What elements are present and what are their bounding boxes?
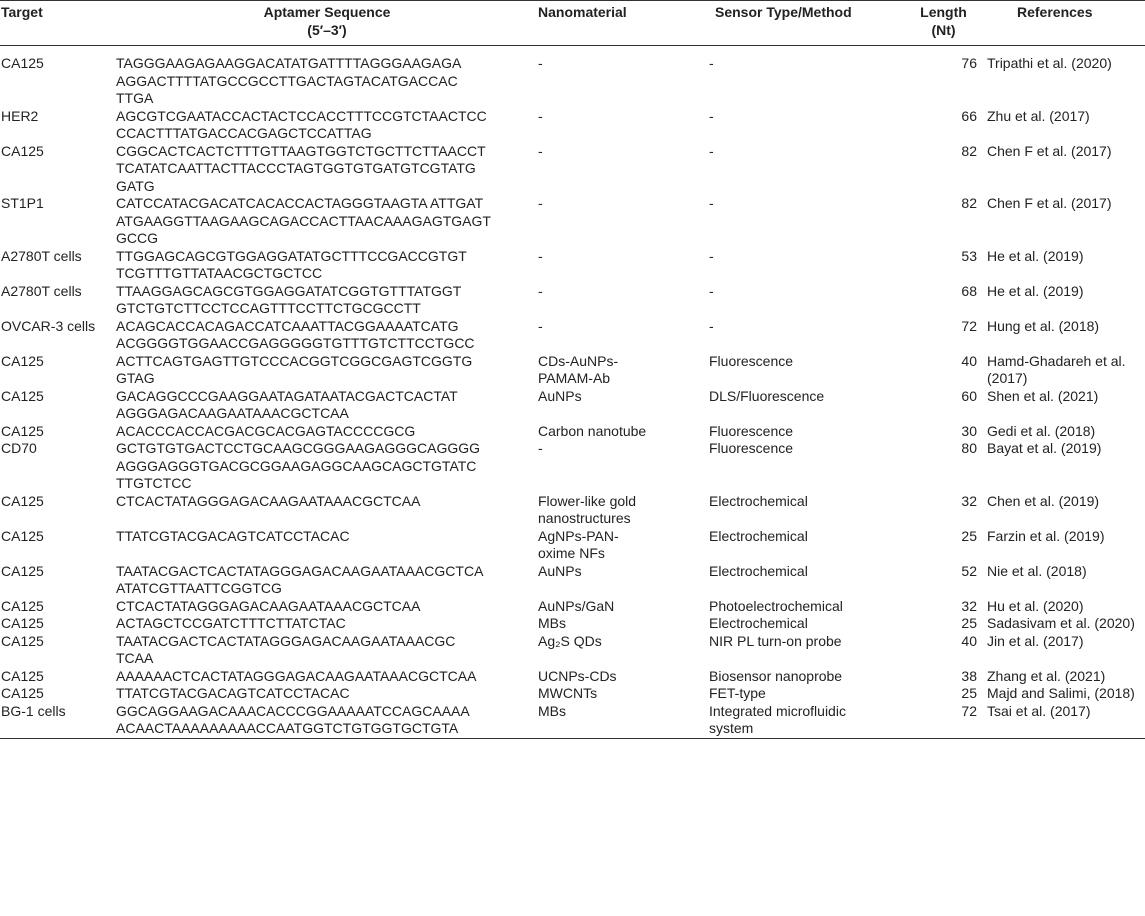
table-row <box>0 615 1145 633</box>
cell-nanomaterial-line: nanostructures <box>538 510 631 526</box>
cell-sequence <box>116 685 538 703</box>
cell-length: 53 <box>961 247 977 264</box>
cell-nanomaterial <box>538 353 709 388</box>
cell-sequence <box>116 615 538 633</box>
cell-sensor-type <box>709 108 906 143</box>
cell-reference-line: Bayat et al. (2019) <box>987 440 1102 456</box>
cell-reference <box>981 493 1145 528</box>
cell-sensor-type-line: Fluorescence <box>709 440 794 456</box>
cell-sequence <box>116 195 538 248</box>
cell-sequence <box>116 353 538 388</box>
cell-length: 60 <box>961 387 977 404</box>
cell-length: 76 <box>961 55 977 71</box>
cell-sensor-type <box>709 685 906 703</box>
cell-sequence <box>116 108 538 143</box>
cell-length: 82 <box>961 195 977 211</box>
cell-reference <box>981 598 1145 616</box>
table-row <box>0 46 1145 108</box>
table-row <box>0 318 1145 353</box>
header-target: Target <box>1 4 43 20</box>
cell-sequence-line: ACACCCACCACGACGCACGAGTACCCCGCG <box>116 422 416 439</box>
cell-reference <box>981 668 1145 686</box>
cell-reference-line: He et al. (2019) <box>987 247 1084 264</box>
cell-sensor-type <box>709 388 906 423</box>
cell-sensor-type <box>709 528 906 563</box>
cell-nanomaterial-line: - <box>538 142 543 159</box>
cell-sequence-line: AAAAAACTCACTATAGGGAGACAAGAATAAACGCTCAA <box>116 667 477 684</box>
header-length-sub: (Nt) <box>931 21 956 38</box>
table-row <box>0 283 1145 318</box>
cell-reference <box>981 615 1145 633</box>
cell-sensor-type <box>709 668 906 686</box>
cell-nanomaterial-line: - <box>538 440 543 456</box>
cell-sequence-line: AGGGAGACAAGAATAAACGCTCAA <box>116 405 349 421</box>
cell-sequence <box>116 528 538 563</box>
cell-length: 52 <box>961 562 977 579</box>
cell-nanomaterial-line: - <box>538 195 543 211</box>
cell-target: CA125 <box>1 387 44 404</box>
cell-sequence-line: ACAGCACCACAGACCATCAAATTACGGAAAATCATG <box>116 317 459 334</box>
cell-reference-line: Chen et al. (2019) <box>987 492 1100 509</box>
table-row <box>0 108 1145 143</box>
cell-reference-line: (2017) <box>987 370 1028 386</box>
cell-sensor-type-line: - <box>709 317 714 334</box>
table-row <box>0 388 1145 423</box>
cell-length: 30 <box>961 422 977 439</box>
cell-reference <box>981 143 1145 196</box>
cell-reference <box>981 563 1145 598</box>
cell-nanomaterial <box>538 143 709 196</box>
cell-target: CA125 <box>1 667 44 684</box>
cell-nanomaterial-line: - <box>538 55 543 71</box>
cell-nanomaterial <box>538 318 709 353</box>
cell-reference-line: Sadasivam et al. (2020) <box>987 615 1135 631</box>
cell-sensor-type-line: system <box>709 720 754 736</box>
cell-target: CA125 <box>1 55 44 71</box>
cell-sequence-line: TTGGAGCAGCGTGGAGGATATGCTTTCCGACCGTGT <box>116 247 467 264</box>
cell-sensor-type-line: - <box>709 247 714 264</box>
cell-sequence <box>116 703 538 739</box>
header-sensor-type: Sensor Type/Method <box>715 4 852 20</box>
cell-nanomaterial <box>538 598 709 616</box>
header-length-label: Length <box>920 4 967 20</box>
table-row <box>0 195 1145 248</box>
cell-sequence-line: ACTAGCTCCGATCTTTCTTATCTAC <box>116 615 346 631</box>
table-row <box>0 685 1145 703</box>
cell-nanomaterial-line: AuNPs/GaN <box>538 597 615 614</box>
table-row <box>0 563 1145 598</box>
cell-reference-line: He et al. (2019) <box>987 282 1084 299</box>
cell-sensor-type-line: FET-type <box>709 685 766 701</box>
cell-sensor-type <box>709 143 906 196</box>
table-row <box>0 353 1145 388</box>
cell-sequence-line: CTCACTATAGGGAGACAAGAATAAACGCTCAA <box>116 492 421 509</box>
cell-reference <box>981 195 1145 248</box>
cell-length: 40 <box>961 632 977 649</box>
cell-sequence-line: CTCACTATAGGGAGACAAGAATAAACGCTCAA <box>116 597 421 614</box>
cell-length: 32 <box>961 492 977 509</box>
cell-reference-line: Zhang et al. (2021) <box>987 667 1106 684</box>
cell-reference-line: Tripathi et al. (2020) <box>987 55 1112 71</box>
cell-sequence <box>116 563 538 598</box>
cell-nanomaterial-line: - <box>538 282 543 299</box>
cell-reference <box>981 388 1145 423</box>
cell-sequence <box>116 633 538 668</box>
cell-nanomaterial <box>538 685 709 703</box>
cell-reference <box>981 703 1145 739</box>
cell-sequence <box>116 493 538 528</box>
cell-reference <box>981 528 1145 563</box>
cell-sensor-type <box>709 615 906 633</box>
cell-target: CA125 <box>1 615 44 631</box>
cell-sequence-line: TAGGGAAGAGAAGGACATATGATTTTAGGGAAGAGA <box>116 55 462 71</box>
cell-length: 72 <box>961 702 977 719</box>
cell-target: A2780T cells <box>1 247 82 264</box>
cell-nanomaterial-line: AgNPs-PAN- <box>538 527 619 544</box>
cell-sequence-line: ACAACTAAAAAAAAACCAATGGTCTGTGGTGCTGTA <box>116 720 459 736</box>
cell-nanomaterial <box>538 703 709 739</box>
cell-reference-line: Chen F et al. (2017) <box>987 142 1112 159</box>
cell-sequence-line: ACGGGGTGGAACCGAGGGGGTGTTTGTCTTCCTGCC <box>116 335 475 351</box>
cell-sequence-line: AGGACTTTTATGCCGCCTTGACTAGTACATGACCAC <box>116 72 458 89</box>
header-sequence-sub: (5′–3′) <box>307 21 347 38</box>
cell-sensor-type <box>709 563 906 598</box>
cell-reference-line: Shen et al. (2021) <box>987 387 1099 404</box>
cell-sensor-type-line: - <box>709 282 714 299</box>
cell-reference <box>981 283 1145 318</box>
cell-nanomaterial <box>538 46 709 108</box>
cell-length: 68 <box>961 282 977 299</box>
cell-reference <box>981 248 1145 283</box>
cell-reference-line: Gedi et al. (2018) <box>987 422 1096 439</box>
cell-nanomaterial-line: Carbon nanotube <box>538 422 647 439</box>
cell-sequence-line: TAATACGACTCACTATAGGGAGACAAGAATAAACGC <box>116 632 456 649</box>
cell-sequence <box>116 598 538 616</box>
cell-sequence-line: GTAG <box>116 370 155 386</box>
cell-sequence <box>116 388 538 423</box>
header-references: References <box>1017 4 1093 20</box>
cell-target: CA125 <box>1 352 44 369</box>
cell-target: CA125 <box>1 632 44 649</box>
cell-target: HER2 <box>1 107 39 124</box>
cell-nanomaterial-line: MBs <box>538 702 566 719</box>
cell-sequence <box>116 318 538 353</box>
cell-length: 25 <box>961 685 977 701</box>
cell-target: CA125 <box>1 562 44 579</box>
cell-sequence-line: TTATCGTACGACAGTCATCCTACAC <box>116 527 350 544</box>
cell-sensor-type <box>709 46 906 108</box>
table-row <box>0 440 1145 493</box>
cell-nanomaterial-line: UCNPs-CDs <box>538 667 617 684</box>
cell-sensor-type-line: Biosensor nanoprobe <box>709 667 843 684</box>
cell-sequence-line: TTGA <box>116 90 154 106</box>
table-row <box>0 423 1145 441</box>
cell-sequence-line: GACAGGCCCGAAGGAATAGATAATACGACTCACTAT <box>116 387 458 404</box>
cell-nanomaterial <box>538 563 709 598</box>
cell-target: OVCAR-3 cells <box>1 317 96 334</box>
cell-target: CA125 <box>1 597 44 614</box>
cell-nanomaterial-line: - <box>538 317 543 334</box>
cell-sequence-line: CGGCACTCACTCTTTGTTAAGTGGTCTGCTTCTTAACCT <box>116 142 486 159</box>
cell-nanomaterial-line: AuNPs <box>538 387 582 404</box>
cell-sequence <box>116 248 538 283</box>
cell-sensor-type-line: Electrochemical <box>709 562 808 579</box>
cell-sequence-line: TCGTTTGTTATAACGCTGCTCC <box>116 265 323 281</box>
cell-sequence-line: TTATCGTACGACAGTCATCCTACAC <box>116 685 350 701</box>
cell-length: 82 <box>961 142 977 159</box>
cell-sensor-type <box>709 440 906 493</box>
cell-nanomaterial-line: Ag₂S QDs <box>538 632 602 649</box>
cell-sensor-type-line: - <box>709 142 714 159</box>
cell-reference-line: Zhu et al. (2017) <box>987 107 1090 124</box>
cell-sequence-line: GCCG <box>116 230 158 246</box>
cell-nanomaterial-line: MBs <box>538 615 566 631</box>
header-sequence-label: Aptamer Sequence <box>263 4 391 20</box>
table-row <box>0 143 1145 196</box>
cell-sensor-type-line: Fluorescence <box>709 422 794 439</box>
cell-sequence <box>116 143 538 196</box>
cell-nanomaterial-line: CDs-AuNPs- <box>538 352 619 369</box>
table-row <box>0 493 1145 528</box>
cell-reference-line: Farzin et al. (2019) <box>987 527 1105 544</box>
cell-target: CA125 <box>1 685 44 701</box>
cell-sensor-type <box>709 195 906 248</box>
table-row <box>0 598 1145 616</box>
cell-nanomaterial-line: PAMAM-Ab <box>538 370 611 386</box>
cell-nanomaterial <box>538 633 709 668</box>
table-row <box>0 703 1145 739</box>
header-nanomaterial: Nanomaterial <box>538 4 627 20</box>
cell-sensor-type-line: Electrochemical <box>709 527 808 544</box>
cell-target: CA125 <box>1 492 44 509</box>
cell-nanomaterial-line: Flower-like gold <box>538 492 637 509</box>
header-sequence <box>116 1 538 46</box>
cell-sensor-type-line: - <box>709 107 714 124</box>
cell-sensor-type <box>709 353 906 388</box>
cell-sequence <box>116 46 538 108</box>
cell-target: A2780T cells <box>1 282 82 299</box>
cell-sequence-line: TTAAGGAGCAGCGTGGAGGATATCGGTGTTTATGGT <box>116 282 462 299</box>
cell-reference <box>981 685 1145 703</box>
cell-nanomaterial-line: oxime NFs <box>538 545 605 561</box>
header-row <box>0 1 1145 46</box>
cell-reference <box>981 423 1145 441</box>
cell-sequence <box>116 423 538 441</box>
cell-nanomaterial <box>538 283 709 318</box>
cell-nanomaterial-line: - <box>538 107 543 124</box>
cell-nanomaterial <box>538 493 709 528</box>
cell-sequence-line: GATG <box>116 177 155 194</box>
cell-reference-line: Hamd-Ghadareh et al. <box>987 352 1126 369</box>
cell-sensor-type <box>709 248 906 283</box>
cell-sensor-type-line: Electrochemical <box>709 615 808 631</box>
header-length <box>906 1 981 46</box>
cell-sensor-type <box>709 283 906 318</box>
cell-nanomaterial-line: - <box>538 247 543 264</box>
cell-sensor-type-line: NIR PL turn-on probe <box>709 632 842 649</box>
table-row <box>0 668 1145 686</box>
cell-sequence-line: ATATCGTTAATTCGGTCG <box>116 580 282 596</box>
cell-sensor-type-line: - <box>709 55 714 71</box>
cell-nanomaterial-line: AuNPs <box>538 562 582 579</box>
cell-sequence-line: TTGTCTCC <box>116 475 192 491</box>
cell-target: CD70 <box>1 440 37 456</box>
cell-length: 25 <box>961 527 977 544</box>
cell-sequence-line: AGCGTCGAATACCACTACTCCACCTTTCCGTCTAACTCC <box>116 107 487 124</box>
cell-reference <box>981 46 1145 108</box>
cell-sequence <box>116 668 538 686</box>
cell-reference-line: Nie et al. (2018) <box>987 562 1087 579</box>
cell-reference-line: Majd and Salimi, (2018) <box>987 685 1135 701</box>
cell-target: CA125 <box>1 527 44 544</box>
cell-sensor-type-line: Fluorescence <box>709 352 794 369</box>
cell-nanomaterial <box>538 388 709 423</box>
cell-reference <box>981 353 1145 388</box>
cell-sequence-line: GCTGTGTGACTCCTGCAAGCGGGAAGAGGGCAGGGG <box>116 440 481 456</box>
table-row <box>0 248 1145 283</box>
cell-nanomaterial <box>538 668 709 686</box>
cell-sequence-line: AGGGAGGGTGACGCGGAAGAGGCAAGCAGCTGTATC <box>116 457 477 474</box>
cell-sequence-line: CATCCATACGACATCACACCACTAGGGTAAGTA ATTGAT <box>116 195 484 211</box>
cell-reference <box>981 440 1145 493</box>
cell-nanomaterial <box>538 528 709 563</box>
cell-reference-line: Chen F et al. (2017) <box>987 195 1112 211</box>
cell-sequence-line: ATGAAGGTTAAGAAGCAGACCACTTAACAAAGAGTGAGT <box>116 212 491 229</box>
cell-sequence-line: TCAA <box>116 650 154 666</box>
cell-nanomaterial <box>538 423 709 441</box>
cell-sensor-type-line: Photoelectrochemical <box>709 597 843 614</box>
cell-length: 38 <box>961 667 977 684</box>
cell-sequence <box>116 283 538 318</box>
cell-sensor-type-line: Integrated microfluidic <box>709 702 846 719</box>
cell-reference <box>981 633 1145 668</box>
cell-sequence <box>116 440 538 493</box>
cell-nanomaterial <box>538 248 709 283</box>
cell-sequence-line: CCACTTTATGACCACGAGCTCCATTAG <box>116 125 372 141</box>
cell-length: 32 <box>961 597 977 614</box>
cell-sensor-type <box>709 423 906 441</box>
cell-nanomaterial-line: MWCNTs <box>538 685 598 701</box>
cell-sensor-type-line: Electrochemical <box>709 492 808 509</box>
cell-sensor-type <box>709 493 906 528</box>
cell-reference <box>981 108 1145 143</box>
cell-length: 25 <box>961 615 977 631</box>
cell-length: 40 <box>961 352 977 369</box>
cell-sensor-type <box>709 703 906 739</box>
cell-target: BG-1 cells <box>1 702 66 719</box>
table-row <box>0 528 1145 563</box>
cell-target: CA125 <box>1 422 44 439</box>
cell-reference-line: Jin et al. (2017) <box>987 632 1084 649</box>
cell-reference-line: Hung et al. (2018) <box>987 317 1100 334</box>
cell-nanomaterial <box>538 195 709 248</box>
table-row <box>0 633 1145 668</box>
cell-target: ST1P1 <box>1 195 44 211</box>
cell-sequence-line: GTCTGTCTTCCTCCAGTTTCCTTCTGCGCCTT <box>116 300 421 316</box>
cell-sequence-line: TCATATCAATTACTTACCCTAGTGGTGTGATGTCGTATG <box>116 160 476 176</box>
cell-nanomaterial <box>538 440 709 493</box>
table-body <box>0 46 1145 739</box>
cell-sensor-type-line: - <box>709 195 714 211</box>
cell-sensor-type <box>709 633 906 668</box>
cell-sensor-type <box>709 318 906 353</box>
cell-sequence-line: GGCAGGAAGACAAACACCCGGAAAAATCCAGCAAAA <box>116 702 470 719</box>
cell-sequence-line: ACTTCAGTGAGTTGTCCCACGGTCGGCGAGTCGGTG <box>116 352 473 369</box>
cell-nanomaterial <box>538 108 709 143</box>
cell-reference-line: Hu et al. (2020) <box>987 597 1084 614</box>
cell-length: 72 <box>961 317 977 334</box>
cell-length: 80 <box>961 440 977 456</box>
cell-reference <box>981 318 1145 353</box>
cell-sequence-line: TAATACGACTCACTATAGGGAGACAAGAATAAACGCTCA <box>116 562 484 579</box>
cell-reference-line: Tsai et al. (2017) <box>987 702 1091 719</box>
cell-nanomaterial <box>538 615 709 633</box>
cell-target: CA125 <box>1 142 44 159</box>
cell-length: 66 <box>961 107 977 124</box>
cell-sensor-type-line: DLS/Fluorescence <box>709 387 825 404</box>
cell-sensor-type <box>709 598 906 616</box>
